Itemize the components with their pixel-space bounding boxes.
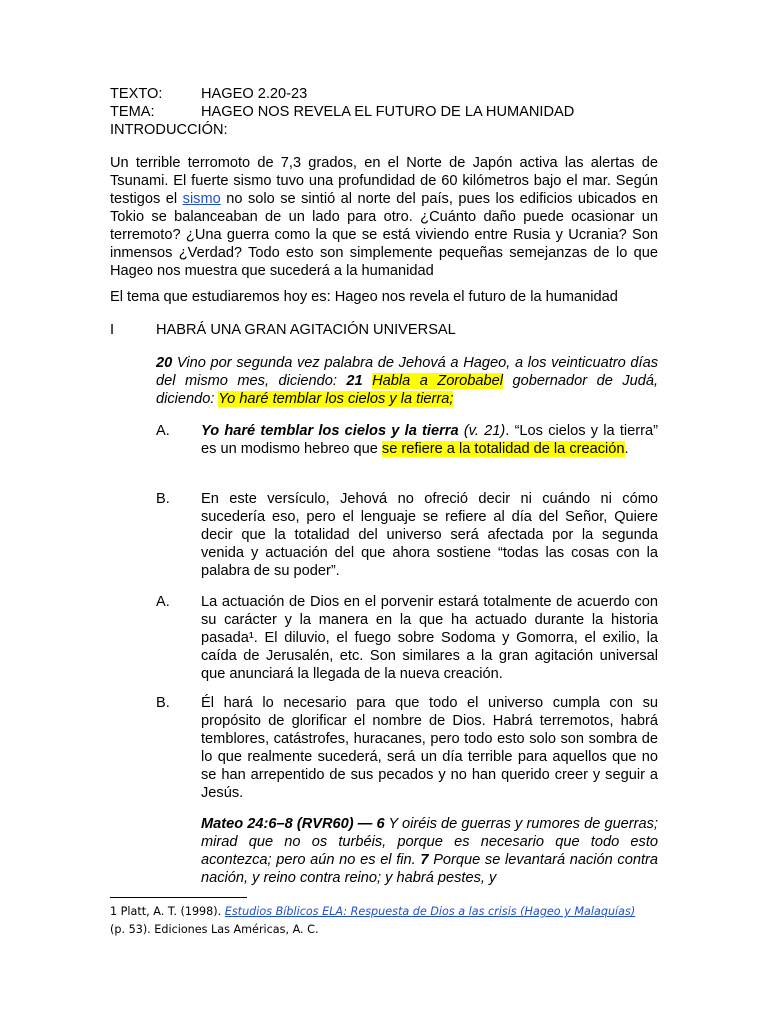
mateo-verse-7: 7 bbox=[420, 852, 429, 868]
section-numeral: I bbox=[110, 322, 115, 338]
mateo-quote bbox=[201, 815, 658, 887]
texto-value: HAGEO 2.20-23 bbox=[201, 86, 308, 102]
intro-text-a: Un terrible terromoto de 7,3 grados, en el Norte de Japón activa las alertas de Tsunami. El fuerte sismo tuvo una profundidad de 60 kilómetros bajo el mar. Según testigos el bbox=[110, 155, 658, 207]
point-a1-highlight: se refiere a la totalidad de la creación bbox=[381, 441, 625, 457]
verse-21-highlight: Habla a Zorobabel bbox=[372, 373, 503, 389]
point-b1-text: En este versículo, Jehová no ofreció decir ni cuándo ni cómo sucedería eso, pero el lenguaje se refiere al día del Señor, Quiere decir que la totalidad del universo será afectada por la segunda venida y actuación del que ahora sostiene “todas las cosas con la palabra de su poder”. bbox=[201, 491, 658, 579]
point-a1-bold: Yo haré temblar los cielos y la tierra bbox=[201, 423, 459, 439]
intro-paragraph bbox=[110, 154, 658, 280]
verse-21-number: 21 bbox=[346, 373, 363, 389]
point-a2-text: La actuación de Dios en el porvenir estará totalmente de acuerdo con su carácter y la manera en la que ha actuado durante la historia pasada¹. El diluvio, el fuego sobre Sodoma y Gomorra, el exilio, la caída de Jerusalén, etc. Son similares a la gran agitación universal que anunciará la llegada de la nueva creación. bbox=[201, 594, 658, 682]
verse-21-text: gobernador de Judá, diciendo: bbox=[156, 373, 658, 407]
footnote-separator bbox=[110, 897, 247, 898]
verse-21-highlight-2: Yo haré temblar los cielos y la tierra; bbox=[218, 391, 454, 407]
intro-heading: INTRODUCCIÓN: bbox=[110, 122, 228, 138]
point-b2-text: Él hará lo necesario para que todo el universo cumpla con su propósito de glorificar el nombre de Dios. Habrá terremotos, habrá temblores, catástrofes, huracanes, pero todo esto solo son sombra de lo que realmente sucederá, será un día terrible para aquellos que no se han arrepentido de sus pecados y no han querido creer y seguir a Jesús. bbox=[201, 695, 658, 801]
mateo-text-a: Y oiréis de guerras y rumores de guerras; mirad que no os turbéis, porque es necesario que todo esto acontezca; pero aún no es el fin. bbox=[201, 816, 658, 868]
verse-20-text: Vino por segunda vez palabra de Jehová a Hageo, a los veinticuatro días del mismo mes, diciendo: bbox=[156, 355, 658, 389]
verse-quote bbox=[156, 354, 658, 408]
point-a1-body: . “Los cielos y la tierra” es un modismo hebreo que bbox=[201, 423, 658, 457]
theme-sentence: El tema que estudiaremos hoy es: Hageo nos revela el futuro de la humanidad bbox=[110, 289, 618, 305]
tema-value: HAGEO NOS REVELA EL FUTURO DE LA HUMANIDAD bbox=[201, 104, 575, 120]
mateo-ref: Mateo 24:6–8 (RVR60) — 6 bbox=[201, 816, 385, 832]
footnote-prefix: 1 Platt, A. T. (1998). bbox=[110, 905, 225, 918]
point-marker: B. bbox=[156, 695, 170, 711]
footnote-line-1 bbox=[110, 904, 635, 919]
texto-label: TEXTO: bbox=[110, 86, 163, 102]
point-marker: A. bbox=[156, 594, 170, 610]
intro-text-b: no solo se sintió al norte del país, pues los edificios ubicados en Tokio se balanceaban de un lado para otro. ¿Cuánto daño puede ocasionar un terremoto? ¿Una guerra como la que se está viviendo entre Rusia y Ucrania? Son inmensos ¿Verdad? Todo esto son simplemente pequeñas semejanzas de lo que Hageo nos muestra que sucederá a la humanidad bbox=[110, 191, 659, 279]
point-a1-text bbox=[201, 422, 658, 458]
verse-20-number: 20 bbox=[156, 355, 173, 371]
point-marker: B. bbox=[156, 491, 170, 507]
footnote-link[interactable]: Estudios Bíblicos ELA: Respuesta de Dios a las crisis (Hageo y Malaquías) bbox=[224, 905, 636, 918]
footnote-line-2: (p. 53). Ediciones Las Américas, A. C. bbox=[110, 923, 319, 936]
section-heading: HABRÁ UNA GRAN AGITACIÓN UNIVERSAL bbox=[156, 322, 456, 338]
mateo-text-b: Porque se levantará nación contra nación, y reino contra reino; y habrá pestes, y bbox=[201, 852, 658, 886]
sismo-link[interactable]: sismo bbox=[182, 191, 221, 207]
point-a1-ref: (v. 21) bbox=[458, 423, 506, 439]
tema-label: TEMA: bbox=[110, 104, 155, 120]
point-marker: A. bbox=[156, 423, 170, 439]
point-a1-end: . bbox=[624, 441, 629, 457]
